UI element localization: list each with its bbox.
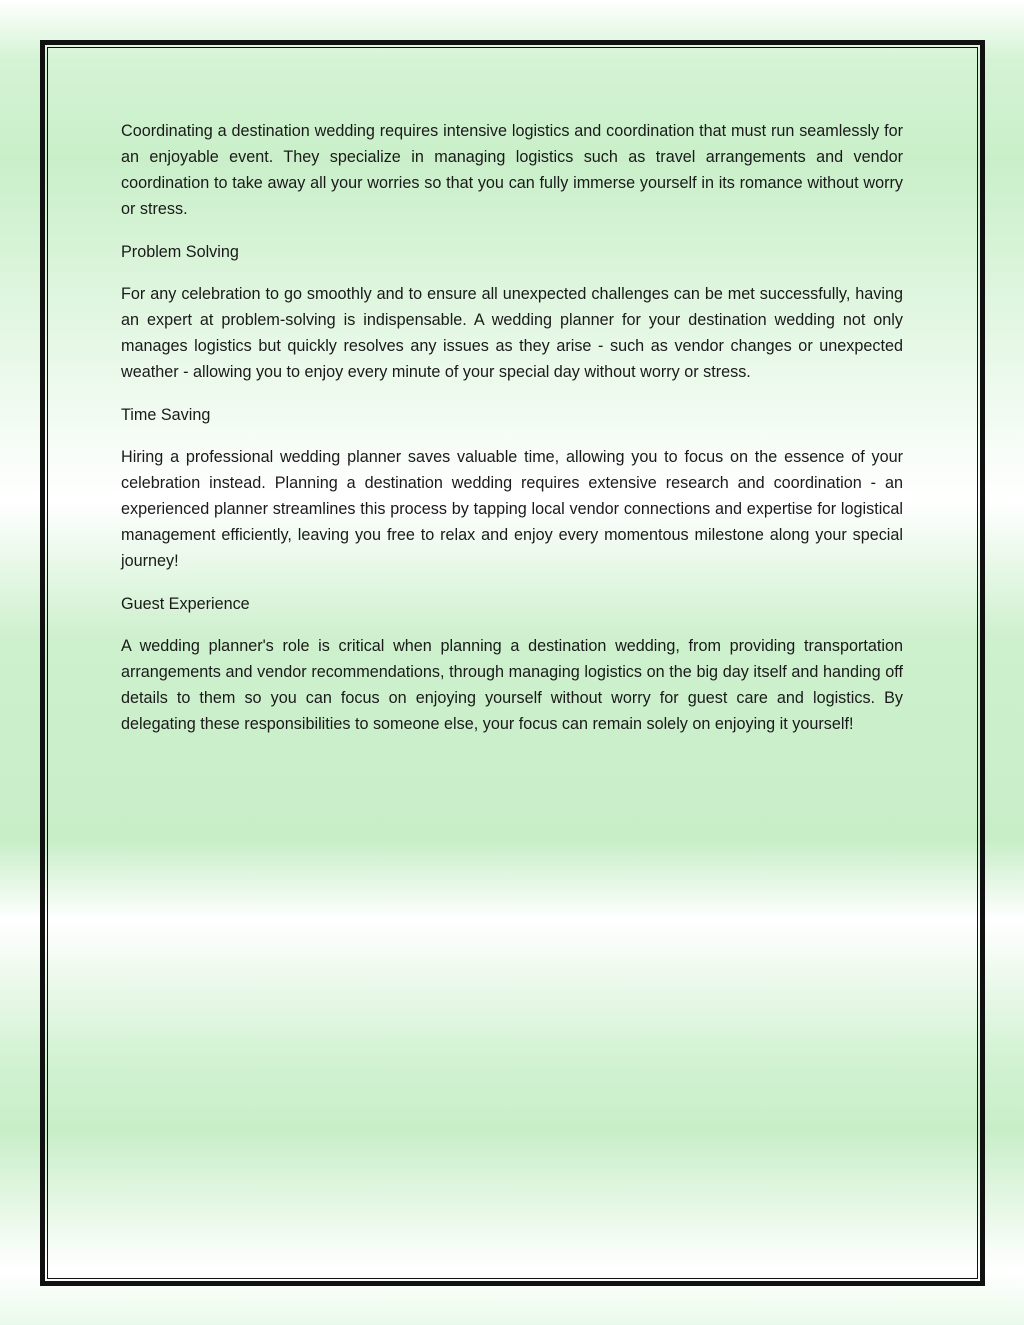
heading-problem-solving: Problem Solving — [121, 242, 239, 261]
paragraph-time-saving: Hiring a professional wedding planner saves valuable time, allowing you to focus on the essence of your celebration instead. Planning a destination wedding requires extensive research and coordination - an experienced planner streamlines this process by tapping local vendor connections and expertise for logistical management efficiently, leaving you free to relax and enjoy every momentous milestone along your special journey! — [121, 448, 903, 570]
paragraph-guest-experience: A wedding planner's role is critical when planning a destination wedding, from providing transportation arrangements and vendor recommendations, through managing logistics on the big day itself and handing off details to them so you can focus on enjoying yourself without worry for guest care and logistics. By delegating these responsibilities to someone else, your focus can remain solely on enjoying it yourself! — [121, 637, 903, 733]
heading-guest-experience: Guest Experience — [121, 594, 250, 613]
paragraph-problem-solving: For any celebration to go smoothly and to ensure all unexpected challenges can be met successfully, having an expert at problem-solving is indispensable. A wedding planner for your destination wedding not only manages logistics but quickly resolves any issues as they arise - such as vendor changes or unexpected weather - allowing you to enjoy every minute of your special day without worry or stress. — [121, 285, 903, 381]
heading-time-saving: Time Saving — [121, 405, 211, 424]
document-body — [121, 118, 903, 754]
paragraph-intro: Coordinating a destination wedding requires intensive logistics and coordination that must run seamlessly for an enjoyable event. They specialize in managing logistics such as travel arrangements and vendor coordination to take away all your worries so that you can fully immerse yourself in its romance without worry or stress. — [121, 122, 903, 218]
